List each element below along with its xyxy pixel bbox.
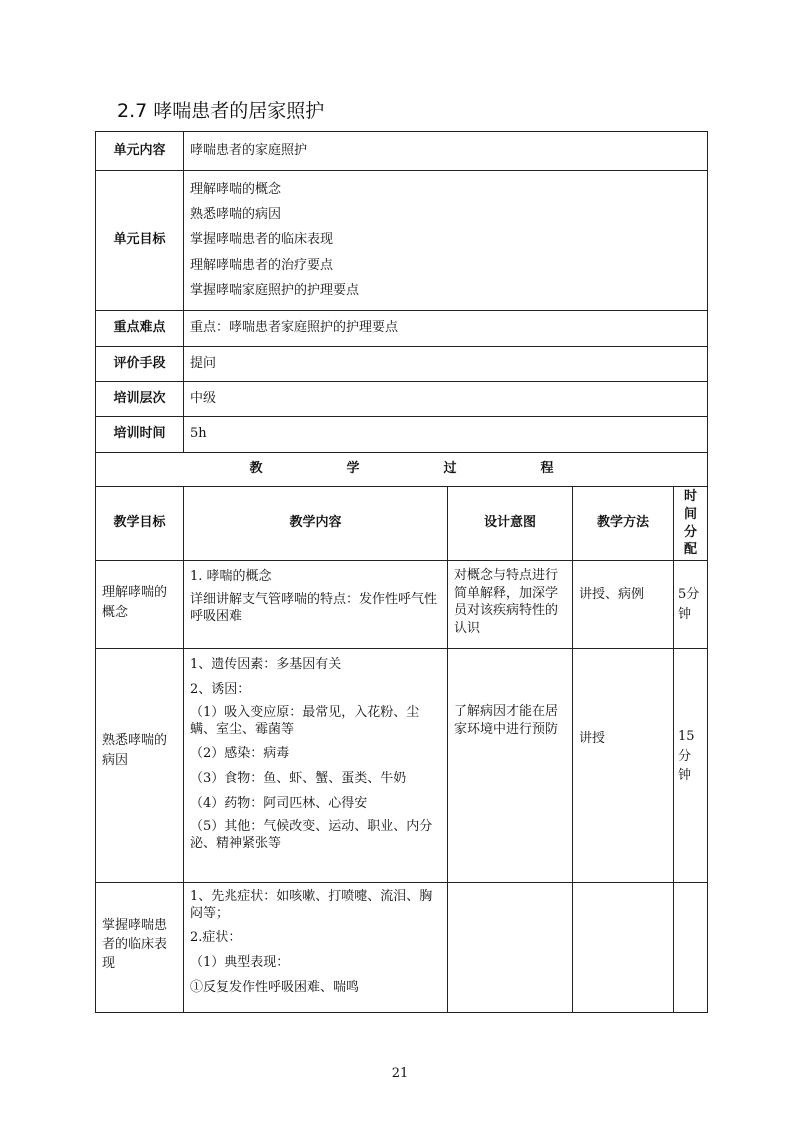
unit-content-label: 单元内容 [96,132,184,171]
row-intent [448,883,573,1013]
column-header-row [96,487,708,561]
row-content: 1、遗传因素：多基因有关 2、诱因： （1）吸入变应原：最常见，入花粉、尘螨、室尘、霉菌等 （2）感染：病毒 （3）食物：鱼、虾、蟹、蛋类、牛奶 （4）药物：阿司匹林、心得安 （5）其他：气候改变、运动、职业、内分泌、精神紧张等 [184,649,448,883]
row-unit-content [96,132,708,171]
row-time: 5分钟 [674,561,708,649]
unit-goals-label: 单元目标 [96,171,184,311]
key-points-label: 重点难点 [96,311,184,347]
duration-label: 培训时间 [96,417,184,453]
goal-item: 理解哮喘患者的治疗要点 [190,257,334,273]
row-evaluation [96,347,708,382]
row-method [573,883,674,1013]
table-row [96,883,708,1013]
process-title: 教 学 过 程 [96,453,708,487]
row-method: 讲授 [573,649,674,883]
goal-item: 掌握哮喘患者的临床表现 [190,232,334,248]
table-row [96,561,708,649]
row-unit-goals [96,171,708,311]
table-row [96,649,708,883]
row-intent: 了解病因才能在居家环境中进行预防 [448,649,573,883]
unit-goals-list [184,171,708,311]
row-time [674,883,708,1013]
row-goal: 熟悉哮喘的病因 [96,649,184,883]
row-method: 讲授、病例 [573,561,674,649]
row-level [96,382,708,417]
duration-value: 5h [184,417,708,453]
goal-item: 理解哮喘的概念 [190,182,282,198]
row-goal: 理解哮喘的概念 [96,561,184,649]
goal-item: 熟悉哮喘的病因 [190,207,282,223]
evaluation-value: 提问 [184,347,708,382]
process-title-row [96,453,708,487]
row-duration [96,417,708,453]
goal-item: 掌握哮喘家庭照护的护理要点 [190,282,360,298]
row-content: 1、先兆症状：如咳嗽、打喷嚏、流泪、胸闷等； 2.症状： （1）典型表现： ①反复发作性呼吸困难、喘鸣 [184,883,448,1013]
unit-content-value: 哮喘患者的家庭照护 [184,132,708,171]
level-value: 中级 [184,382,708,417]
row-content: 1. 哮喘的概念 详细讲解支气管哮喘的特点：发作性呼气性呼吸困难 [184,561,448,649]
evaluation-label: 评价手段 [96,347,184,382]
page-number: 21 [391,1066,409,1081]
row-key-points [96,311,708,347]
level-label: 培训层次 [96,382,184,417]
col-header-method: 教学方法 [573,487,674,561]
section-title: 2.7 哮喘患者的居家照护 [117,100,325,122]
col-header-intent: 设计意图 [448,487,573,561]
row-goal: 掌握哮喘患者的临床表现 [96,883,184,1013]
course-table [95,131,708,1013]
col-header-content: 教学内容 [184,487,448,561]
row-time: 15分钟 [674,649,708,883]
col-header-goal: 教学目标 [96,487,184,561]
col-header-time: 时 间 分 配 [674,487,708,561]
key-points-value: 重点：哮喘患者家庭照护的护理要点 [184,311,708,347]
row-intent: 对概念与特点进行简单解释，加深学员对该疾病特性的认识 [448,561,573,649]
